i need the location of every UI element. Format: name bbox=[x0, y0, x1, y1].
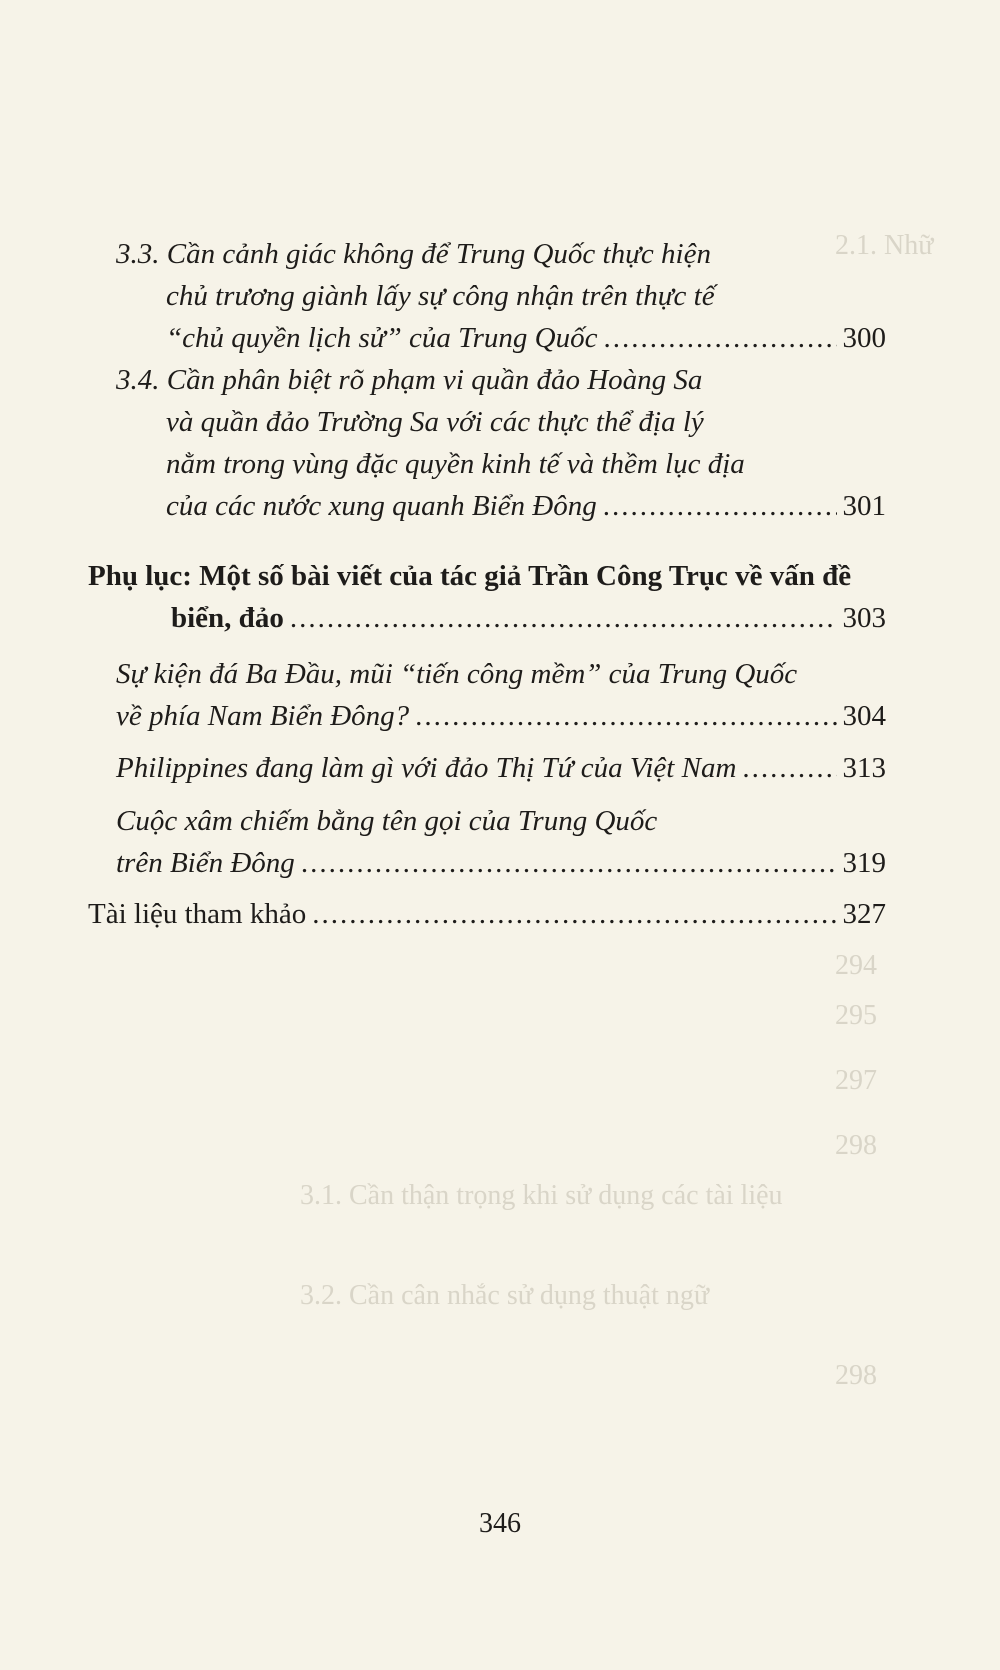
toc-entry-title-line: Phụ lục: Một số bài viết của tác giả Trần Công Trục về vấn đề bbox=[88, 560, 852, 592]
toc-entry-3-3[interactable] bbox=[116, 233, 886, 359]
toc-entry-article-3[interactable] bbox=[116, 800, 886, 884]
toc-entry-leader-line bbox=[116, 485, 886, 527]
dot-leader bbox=[312, 893, 836, 935]
toc-entry-leader-line bbox=[116, 317, 886, 359]
toc-entry-title-line: và quần đảo Trường Sa với các thực thể địa lý bbox=[166, 406, 704, 438]
toc-entry-title-line: Tài liệu tham khảo bbox=[88, 898, 307, 930]
toc-entry-leader-line bbox=[88, 597, 886, 639]
dot-leader bbox=[290, 597, 837, 639]
toc-entry-title-line: 3.3. Cần cảnh giác không để Trung Quốc thực hiện bbox=[116, 238, 711, 270]
toc-entry-leader-line bbox=[116, 842, 886, 884]
toc-entry-references[interactable] bbox=[88, 893, 886, 935]
toc-entry-title-line: trên Biển Đông bbox=[116, 847, 295, 879]
toc-entry-title-line: Philippines đang làm gì với đảo Thị Tứ của Việt Nam bbox=[116, 752, 737, 784]
toc-entry-article-1[interactable] bbox=[116, 653, 886, 737]
toc-entry-title-line: nằm trong vùng đặc quyền kinh tế và thềm lục địa bbox=[166, 448, 745, 480]
toc-page-number: 304 bbox=[842, 700, 886, 732]
dot-leader bbox=[415, 695, 836, 737]
toc-page-number: 327 bbox=[842, 898, 886, 930]
toc-entry-leader-line bbox=[116, 695, 886, 737]
toc-entry-title-line: của các nước xung quanh Biển Đông bbox=[166, 490, 597, 522]
toc-entry-title-line: biển, đảo bbox=[171, 602, 284, 634]
toc-entry-leader-line bbox=[88, 893, 886, 935]
toc-entry-title-line: Cuộc xâm chiếm bằng tên gọi của Trung Quốc bbox=[116, 805, 658, 837]
toc-page-number: 303 bbox=[842, 602, 886, 634]
toc-page-number: 319 bbox=[842, 847, 886, 879]
dot-leader bbox=[301, 842, 837, 884]
dot-leader bbox=[603, 317, 836, 359]
toc-entry-leader-line bbox=[116, 747, 886, 789]
book-page: 2.1. Nhữ 294 295 297 298 298 3.1. Cần thận trọng khi sử dụng các tài liệu 3.2. Cần cân nhắc sử dụng thuật ngữ 3.3. Cần cảnh giác không để Trung Quốc thực hiện chủ trương giành lấy sự công nhận trên thực tế “chủ quyền lịch sử” của Trung Quốc ..... 300 3.4. Cần phân biệt rõ phạm vi quần đảo Hoàng Sa và quần đảo Trường Sa với các thực thể địa lý nằm trong vùng đặc quyền kinh tế và thềm lục địa của các nước xung quanh Biển Đông ..... 301 Phụ lục: Một số bài viết của tác giả Trần Công Trục về vấn đề biển, đảo ..... 303 Sự kiện đá Ba Đầu, mũi “tiến công mềm” của Trung Quốc về phía Nam Biển Đông? ..... 304 Philippines đang làm gì với đảo Thị Tứ của Việt Nam ..... 313 Cuộc xâm chiếm bằng tên gọi của Trung Quốc trên Biển Đông ..... 319 Tài liệu tham khảo ..... 327 346 bbox=[0, 0, 1000, 1670]
toc-entry-title-line: 3.4. Cần phân biệt rõ phạm vi quần đảo Hoàng Sa bbox=[116, 364, 703, 396]
toc-entry-title-line: về phía Nam Biển Đông? bbox=[116, 700, 410, 732]
toc-page-number: 301 bbox=[842, 490, 886, 522]
dot-leader bbox=[742, 747, 836, 789]
toc-entry-title-line: “chủ quyền lịch sử” của Trung Quốc bbox=[166, 322, 598, 354]
toc-page-number: 313 bbox=[842, 752, 886, 784]
toc-entry-title-line: Sự kiện đá Ba Đầu, mũi “tiến công mềm” của Trung Quốc bbox=[116, 658, 798, 690]
toc-entry-article-2[interactable] bbox=[116, 747, 886, 789]
toc-entry-title-line: chủ trương giành lấy sự công nhận trên thực tế bbox=[166, 280, 715, 312]
toc-entry-appendix[interactable] bbox=[88, 555, 886, 639]
toc-page-number: 300 bbox=[842, 322, 886, 354]
toc-entry-3-4[interactable] bbox=[116, 359, 886, 527]
dot-leader bbox=[603, 485, 837, 527]
page-number: 346 bbox=[479, 1508, 521, 1539]
